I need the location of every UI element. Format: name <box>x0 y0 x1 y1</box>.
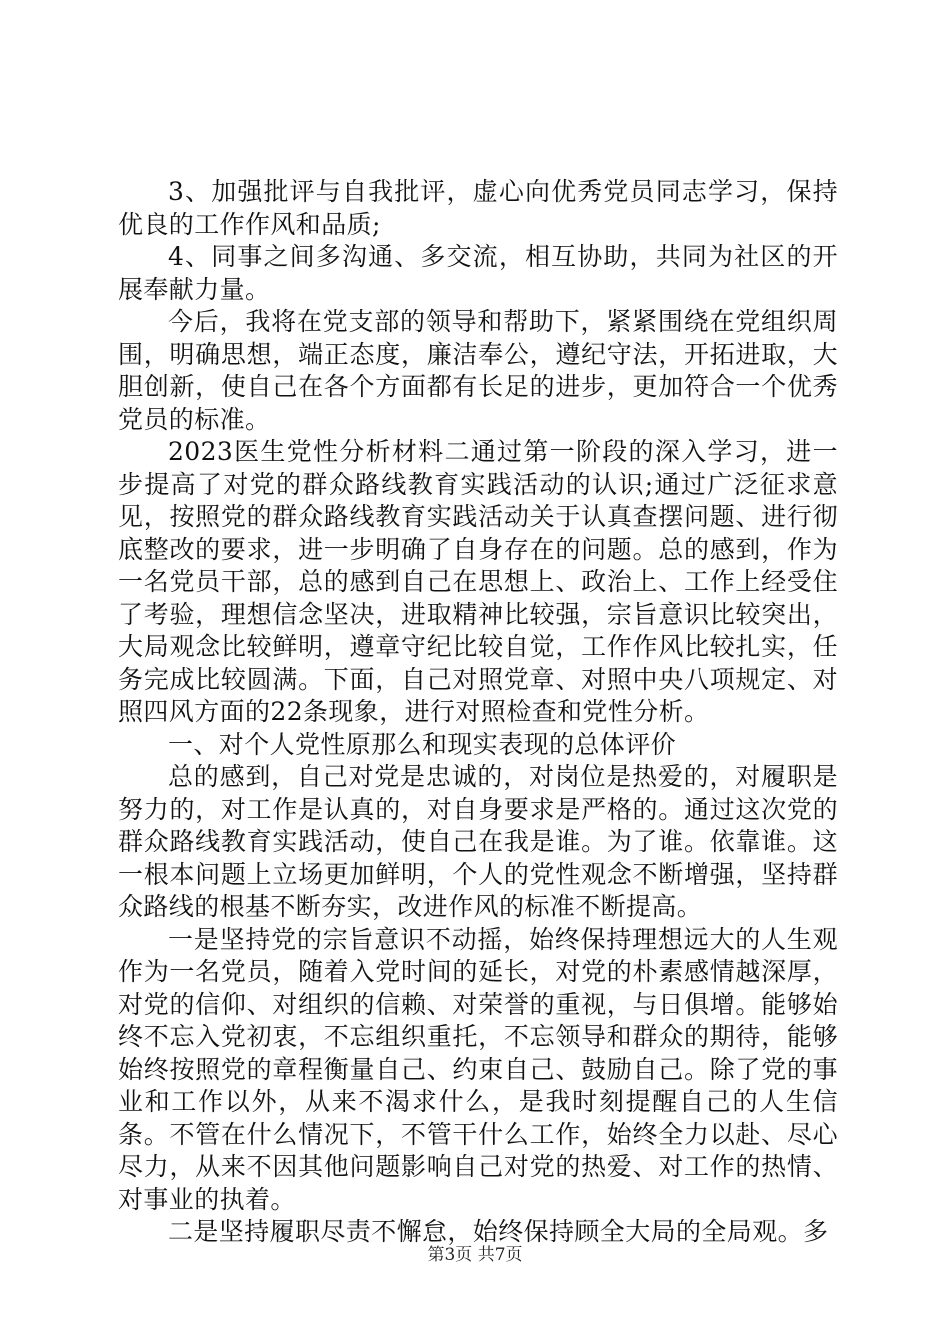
paragraph-material-two-intro: 2023医生党性分析材料二通过第一阶段的深入学习，进一步提高了对党的群众路线教育实践活动的认识;通过广泛征求意见，按照党的群众路线教育实践活动关于认真查摆问题、进行彻底整改的要求，进一步明确了自身存在的问题。总的感到，作为一名党员干部，总的感到自己在思想上、政治上、工作上经受住了考验，理想信念坚决，进取精神比较强，宗旨意识比较突出，大局观念比较鲜明，遵章守纪比较自觉，工作作风比较扎实，任务完成比较圆满。下面，自己对照党章、对照中央八项规定、对照四风方面的22条现象，进行对照检查和党性分析。 <box>118 437 838 726</box>
paragraph-overall-evaluation: 总的感到，自己对党是忠诚的，对岗位是热爱的，对履职是努力的，对工作是认真的，对自身要求是严格的。通过这次党的群众路线教育实践活动，使自己在我是谁。为了谁。依靠谁。这一根本问题上立场更加鲜明，个人的党性观念不断增强，坚持群众路线的根基不断夯实，改进作风的标准不断提高。 <box>118 762 838 921</box>
paragraph-point-one: 一是坚持党的宗旨意识不动摇，始终保持理想远大的人生观作为一名党员，随着入党时间的延长，对党的朴素感情越深厚，对党的信仰、对组织的信赖、对荣誉的重视，与日俱增。能够始终不忘入党初衷，不忘组织重托，不忘领导和群众的期待，能够始终按照党的章程衡量自己、约束自己、鼓励自己。除了党的事业和工作以外，从来不渴求什么，是我时刻提醒自己的人生信条。不管在什么情况下，不管干什么工作，始终全力以赴、尽心尽力，从来不因其他问题影响自己对党的热爱、对工作的热情、对事业的执着。 <box>118 924 838 1214</box>
document-body <box>118 176 838 1249</box>
section-heading-one: 一、对个人党性原那么和现实表现的总体评价 <box>168 729 677 759</box>
page-number-footer: 第3页 共7页 <box>427 1245 523 1265</box>
paragraph-point-two: 二是坚持履职尽责不懈怠，始终保持顾全大局的全局观。多 <box>168 1217 829 1246</box>
paragraph-item-3: 3、加强批评与自我批评，虚心向优秀党员同志学习，保持优良的工作作风和品质; <box>118 177 838 239</box>
paragraph-future-plan: 今后，我将在党支部的领导和帮助下，紧紧围绕在党组织周围，明确思想，端正态度，廉洁奉公，遵纪守法，开拓进取，大胆创新，使自己在各个方面都有长足的进步，更加符合一个优秀党员的标准。 <box>118 307 838 434</box>
paragraph-item-4: 4、同事之间多沟通、多交流，相互协助，共同为社区的开展奉献力量。 <box>118 242 838 304</box>
